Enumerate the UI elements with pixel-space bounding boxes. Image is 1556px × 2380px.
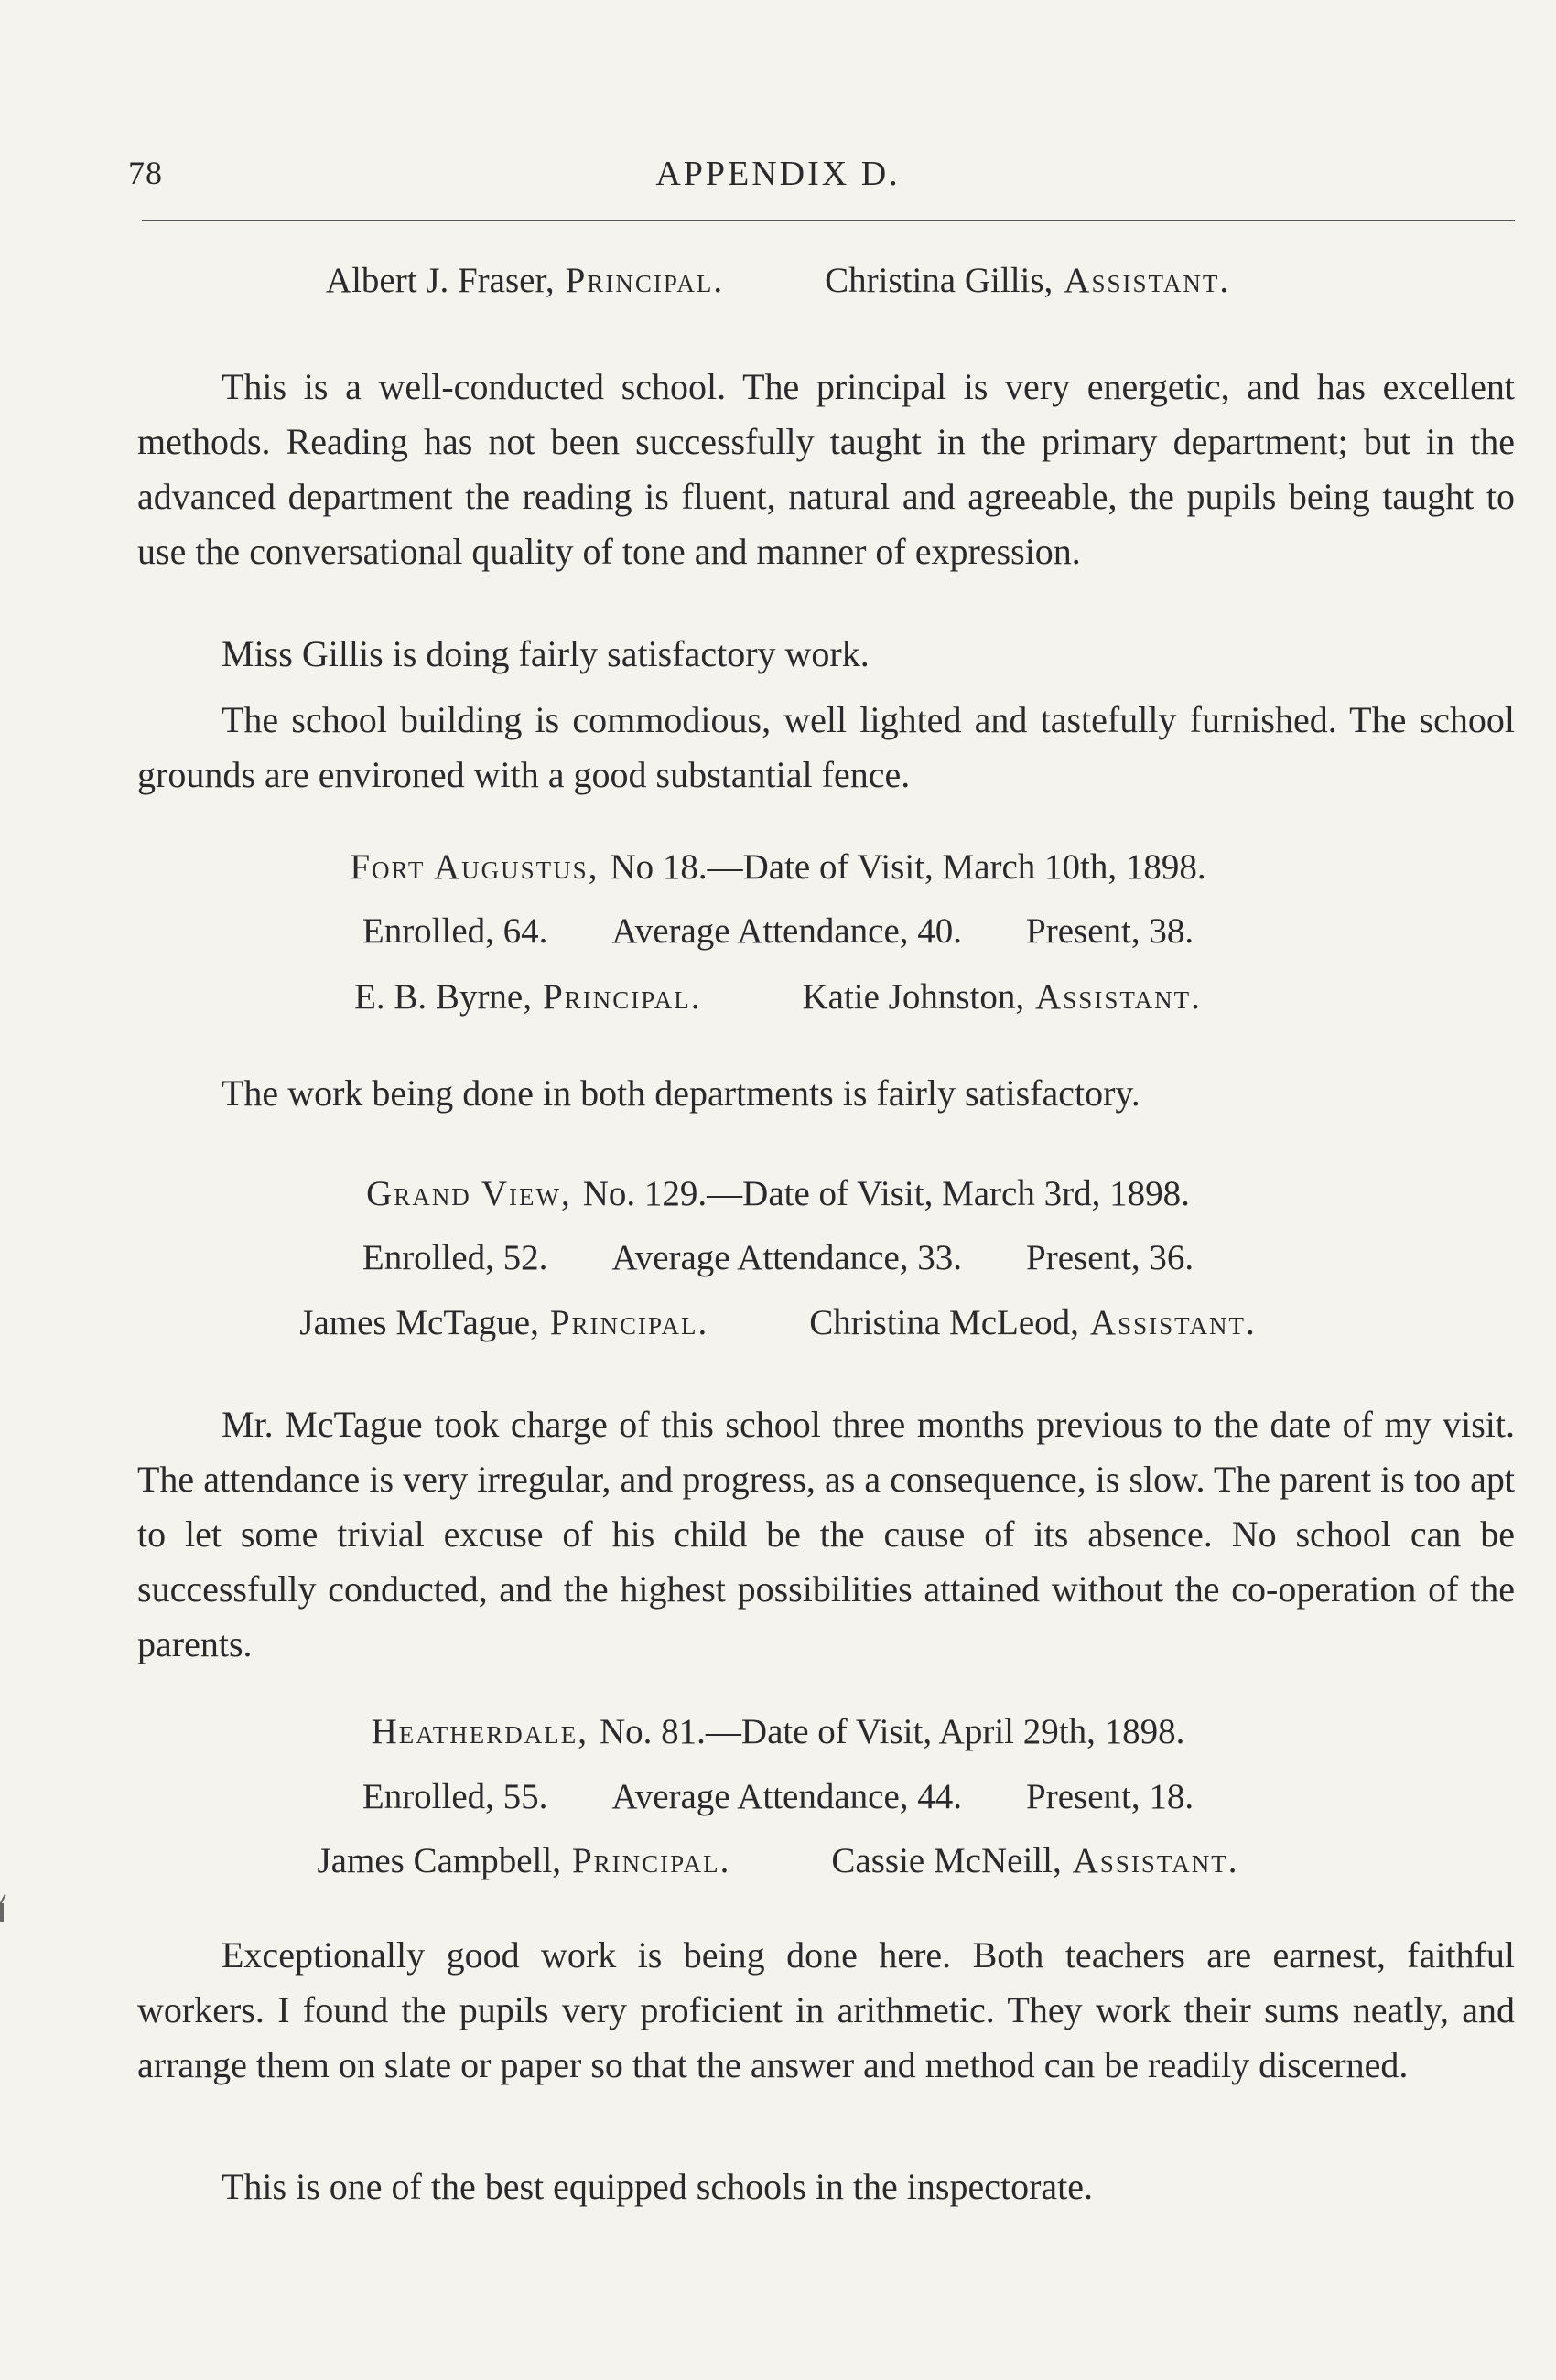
assistant-role: Assistant. — [1035, 977, 1202, 1017]
staff-line-top — [0, 260, 1556, 301]
principal-name: Albert J. Fraser, — [325, 261, 555, 300]
present: Present, 38. — [1026, 911, 1194, 951]
paragraph: Exceptionally good work is being done here. Both teachers are earnest, faithful workers. I found the pupils very proficient in arithmetic. They work their sums neatly, and arrange them on slate or paper so that the answer and method can be readily discerned. — [137, 1934, 1515, 2085]
attendance-line — [0, 910, 1556, 952]
assistant-name: Katie Johnston, — [802, 977, 1025, 1017]
paragraph: This is a well-conducted school. The principal is very energetic, and has excellent methods. Reading has not been successfully taught in the primary department; but in the advanced department the reading is fluent, natural and agreeable, the pupils being taught to use the conversational quality of tone and manner of expression. — [137, 366, 1515, 572]
assistant-role: Assistant. — [1072, 1841, 1239, 1880]
principal-role: Principal. — [549, 1303, 709, 1342]
assistant-name: Christina McLeod, — [809, 1303, 1079, 1342]
scan-mark — [0, 1903, 4, 1922]
present: Present, 18. — [1026, 1777, 1194, 1816]
enrolled: Enrolled, 64. — [362, 911, 548, 951]
school-heading — [0, 1711, 1556, 1752]
header-rule — [142, 220, 1515, 221]
principal-role: Principal. — [565, 261, 725, 300]
principal-name: E. B. Byrne, — [354, 977, 532, 1017]
principal-role: Principal. — [571, 1841, 731, 1880]
school-name: Fort Augustus, — [350, 847, 600, 887]
running-head: APPENDIX D. — [655, 155, 901, 193]
visit-date: No 18.—Date of Visit, March 10th, 1898. — [610, 847, 1206, 887]
enrolled: Enrolled, 52. — [362, 1238, 548, 1277]
staff-line — [0, 1840, 1556, 1881]
visit-date: No. 129.—Date of Visit, March 3rd, 1898. — [582, 1174, 1190, 1213]
enrolled: Enrolled, 55. — [362, 1777, 548, 1816]
average-attendance: Average Attendance, 40. — [611, 911, 963, 951]
school-name: Heatherdale, — [371, 1712, 589, 1751]
average-attendance: Average Attendance, 44. — [611, 1777, 963, 1816]
attendance-line — [0, 1237, 1556, 1278]
staff-line — [0, 976, 1556, 1018]
visit-date: No. 81.—Date of Visit, April 29th, 1898. — [600, 1712, 1185, 1751]
school-heading — [0, 846, 1556, 888]
assistant-name: Cassie McNeill, — [831, 1841, 1062, 1880]
average-attendance: Average Attendance, 33. — [611, 1238, 963, 1277]
assistant-name: Christina Gillis, — [825, 261, 1054, 300]
school-name: Grand View, — [366, 1174, 572, 1213]
paragraph: Mr. McTague took charge of this school three months previous to the date of my visit. The attendance is very irregular, and progress, as a consequence, is slow. The parent is too apt to let some trivial excuse of his child be the cause of its absence. No school can be successfully conducted, and the highest possibilities attained without the co-operation of the parents. — [137, 1404, 1515, 1664]
assistant-role: Assistant. — [1064, 261, 1231, 300]
attendance-line — [0, 1776, 1556, 1817]
principal-name: James McTague, — [299, 1303, 539, 1342]
principal-name: James Campbell, — [317, 1841, 561, 1880]
paragraph: Miss Gillis is doing fairly satisfactory work. — [222, 633, 870, 674]
assistant-role: Assistant. — [1089, 1303, 1257, 1342]
staff-line — [0, 1302, 1556, 1343]
present: Present, 36. — [1026, 1238, 1194, 1277]
paragraph: This is one of the best equipped schools in the inspectorate. — [222, 2166, 1094, 2207]
principal-role: Principal. — [543, 977, 702, 1017]
page-number: 78 — [128, 155, 163, 191]
school-heading — [0, 1173, 1556, 1214]
paragraph: The school building is commodious, well lighted and tastefully furnished. The school grounds are environed with a good substantial fence. — [137, 699, 1515, 795]
paragraph: The work being done in both departments is fairly satisfactory. — [222, 1072, 1140, 1114]
